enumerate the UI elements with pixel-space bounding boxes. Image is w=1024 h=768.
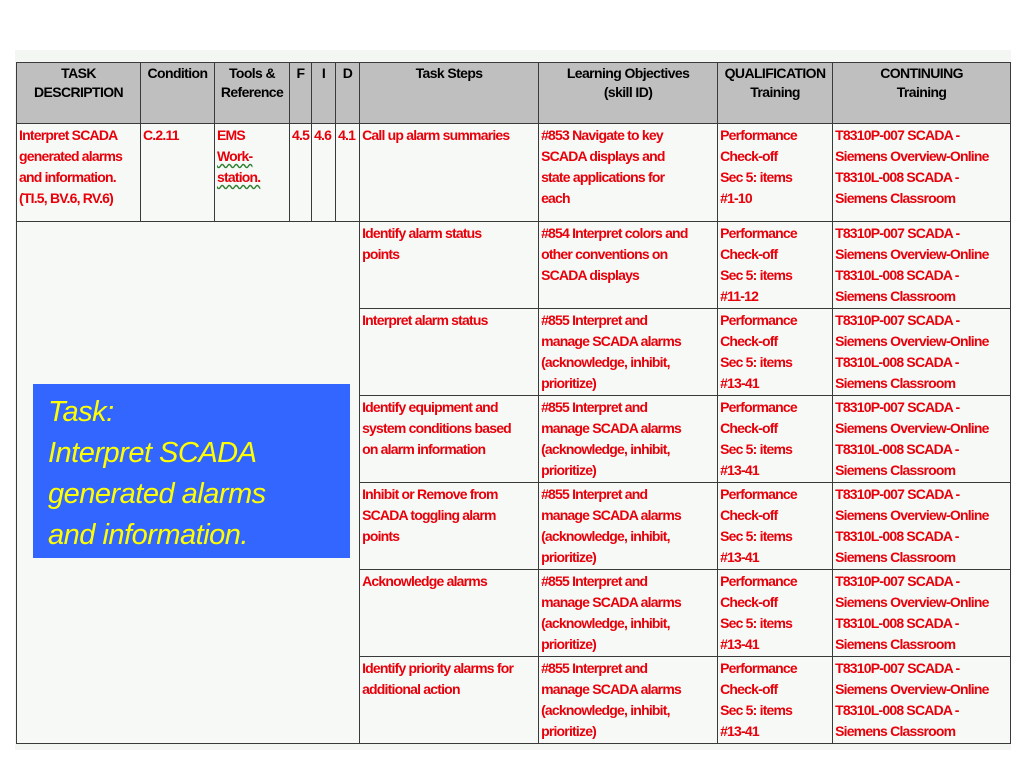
cell-d: 4.1 — [336, 124, 360, 222]
table-row — [17, 222, 1011, 309]
cell-qualification: Performance Check-off Sec 5: items #1-10 — [718, 124, 833, 222]
task-callout-line-3: generated alarms — [48, 478, 266, 510]
cell-task-step: Identify equipment and system conditions based on alarm information — [360, 396, 539, 483]
header-d: D — [336, 63, 360, 124]
cell-learning-objective: #853 Navigate to key SCADA displays and state applications for each — [539, 124, 718, 222]
cell-continuing: T8310P-007 SCADA - Siemens Overview-Online T8310L-008 SCADA - Siemens Classroom — [833, 657, 1011, 744]
cell-qualification: Performance Check-off Sec 5: items #13-41 — [718, 396, 833, 483]
cell-continuing: T8310P-007 SCADA - Siemens Overview-Online T8310L-008 SCADA - Siemens Classroom — [833, 222, 1011, 309]
cell-continuing: T8310P-007 SCADA - Siemens Overview-Online T8310L-008 SCADA - Siemens Classroom — [833, 396, 1011, 483]
cell-qualification: Performance Check-off Sec 5: items #13-41 — [718, 483, 833, 570]
cell-task-step: Identify alarm status points — [360, 222, 539, 309]
tools-line-3: station. — [217, 169, 261, 185]
cell-qualification: Performance Check-off Sec 5: items #13-41 — [718, 309, 833, 396]
task-callout-line-2: Interpret SCADA — [48, 437, 257, 469]
header-tools-reference: Tools & Reference — [215, 63, 290, 124]
cell-qualification: Performance Check-off Sec 5: items #11-12 — [718, 222, 833, 309]
cell-task-description: Interpret SCADA generated alarms and information. (TI.5, BV.6, RV.6) — [17, 124, 141, 222]
header-qualification-training: QUALIFICATION Training — [718, 63, 833, 124]
cell-qualification: Performance Check-off Sec 5: items #13-41 — [718, 570, 833, 657]
header-task-description: TASK DESCRIPTION — [17, 63, 141, 124]
cell-qualification: Performance Check-off Sec 5: items #13-41 — [718, 657, 833, 744]
cell-task-step: Inhibit or Remove from SCADA toggling alarm points — [360, 483, 539, 570]
header-continuing-training: CONTINUING Training — [833, 63, 1011, 124]
cell-tools-reference — [215, 124, 290, 222]
header-task-steps: Task Steps — [360, 63, 539, 124]
cell-learning-objective: #855 Interpret and manage SCADA alarms (acknowledge, inhibit, prioritize) — [539, 309, 718, 396]
cell-continuing: T8310P-007 SCADA - Siemens Overview-Online T8310L-008 SCADA - Siemens Classroom — [833, 309, 1011, 396]
cell-f: 4.5 — [290, 124, 312, 222]
cell-continuing: T8310P-007 SCADA - Siemens Overview-Online T8310L-008 SCADA - Siemens Classroom — [833, 483, 1011, 570]
cell-learning-objective: #855 Interpret and manage SCADA alarms (acknowledge, inhibit, prioritize) — [539, 483, 718, 570]
cell-task-step: Identify priority alarms for additional action — [360, 657, 539, 744]
cell-learning-objective: #855 Interpret and manage SCADA alarms (acknowledge, inhibit, prioritize) — [539, 657, 718, 744]
header-condition: Condition — [141, 63, 215, 124]
task-callout-line-1: Task: — [48, 396, 114, 428]
task-callout-box — [33, 384, 350, 558]
table-row — [17, 124, 1011, 222]
cell-learning-objective: #854 Interpret colors and other conventions on SCADA displays — [539, 222, 718, 309]
cell-learning-objective: #855 Interpret and manage SCADA alarms (acknowledge, inhibit, prioritize) — [539, 570, 718, 657]
task-callout-line-4: and information. — [48, 519, 248, 551]
cell-task-step: Acknowledge alarms — [360, 570, 539, 657]
header-f: F — [290, 63, 312, 124]
header-i: I — [312, 63, 336, 124]
header-row — [17, 63, 1011, 124]
cell-i: 4.6 — [312, 124, 336, 222]
cell-task-step: Call up alarm summaries — [360, 124, 539, 222]
header-learning-objectives: Learning Objectives (skill ID) — [539, 63, 718, 124]
cell-continuing: T8310P-007 SCADA - Siemens Overview-Online T8310L-008 SCADA - Siemens Classroom — [833, 570, 1011, 657]
cell-condition: C.2.11 — [141, 124, 215, 222]
tools-line-1: EMS — [217, 127, 245, 143]
cell-learning-objective: #855 Interpret and manage SCADA alarms (acknowledge, inhibit, prioritize) — [539, 396, 718, 483]
cell-task-step: Interpret alarm status — [360, 309, 539, 396]
cell-continuing: T8310P-007 SCADA - Siemens Overview-Online T8310L-008 SCADA - Siemens Classroom — [833, 124, 1011, 222]
tools-line-2: Work- — [217, 148, 253, 164]
